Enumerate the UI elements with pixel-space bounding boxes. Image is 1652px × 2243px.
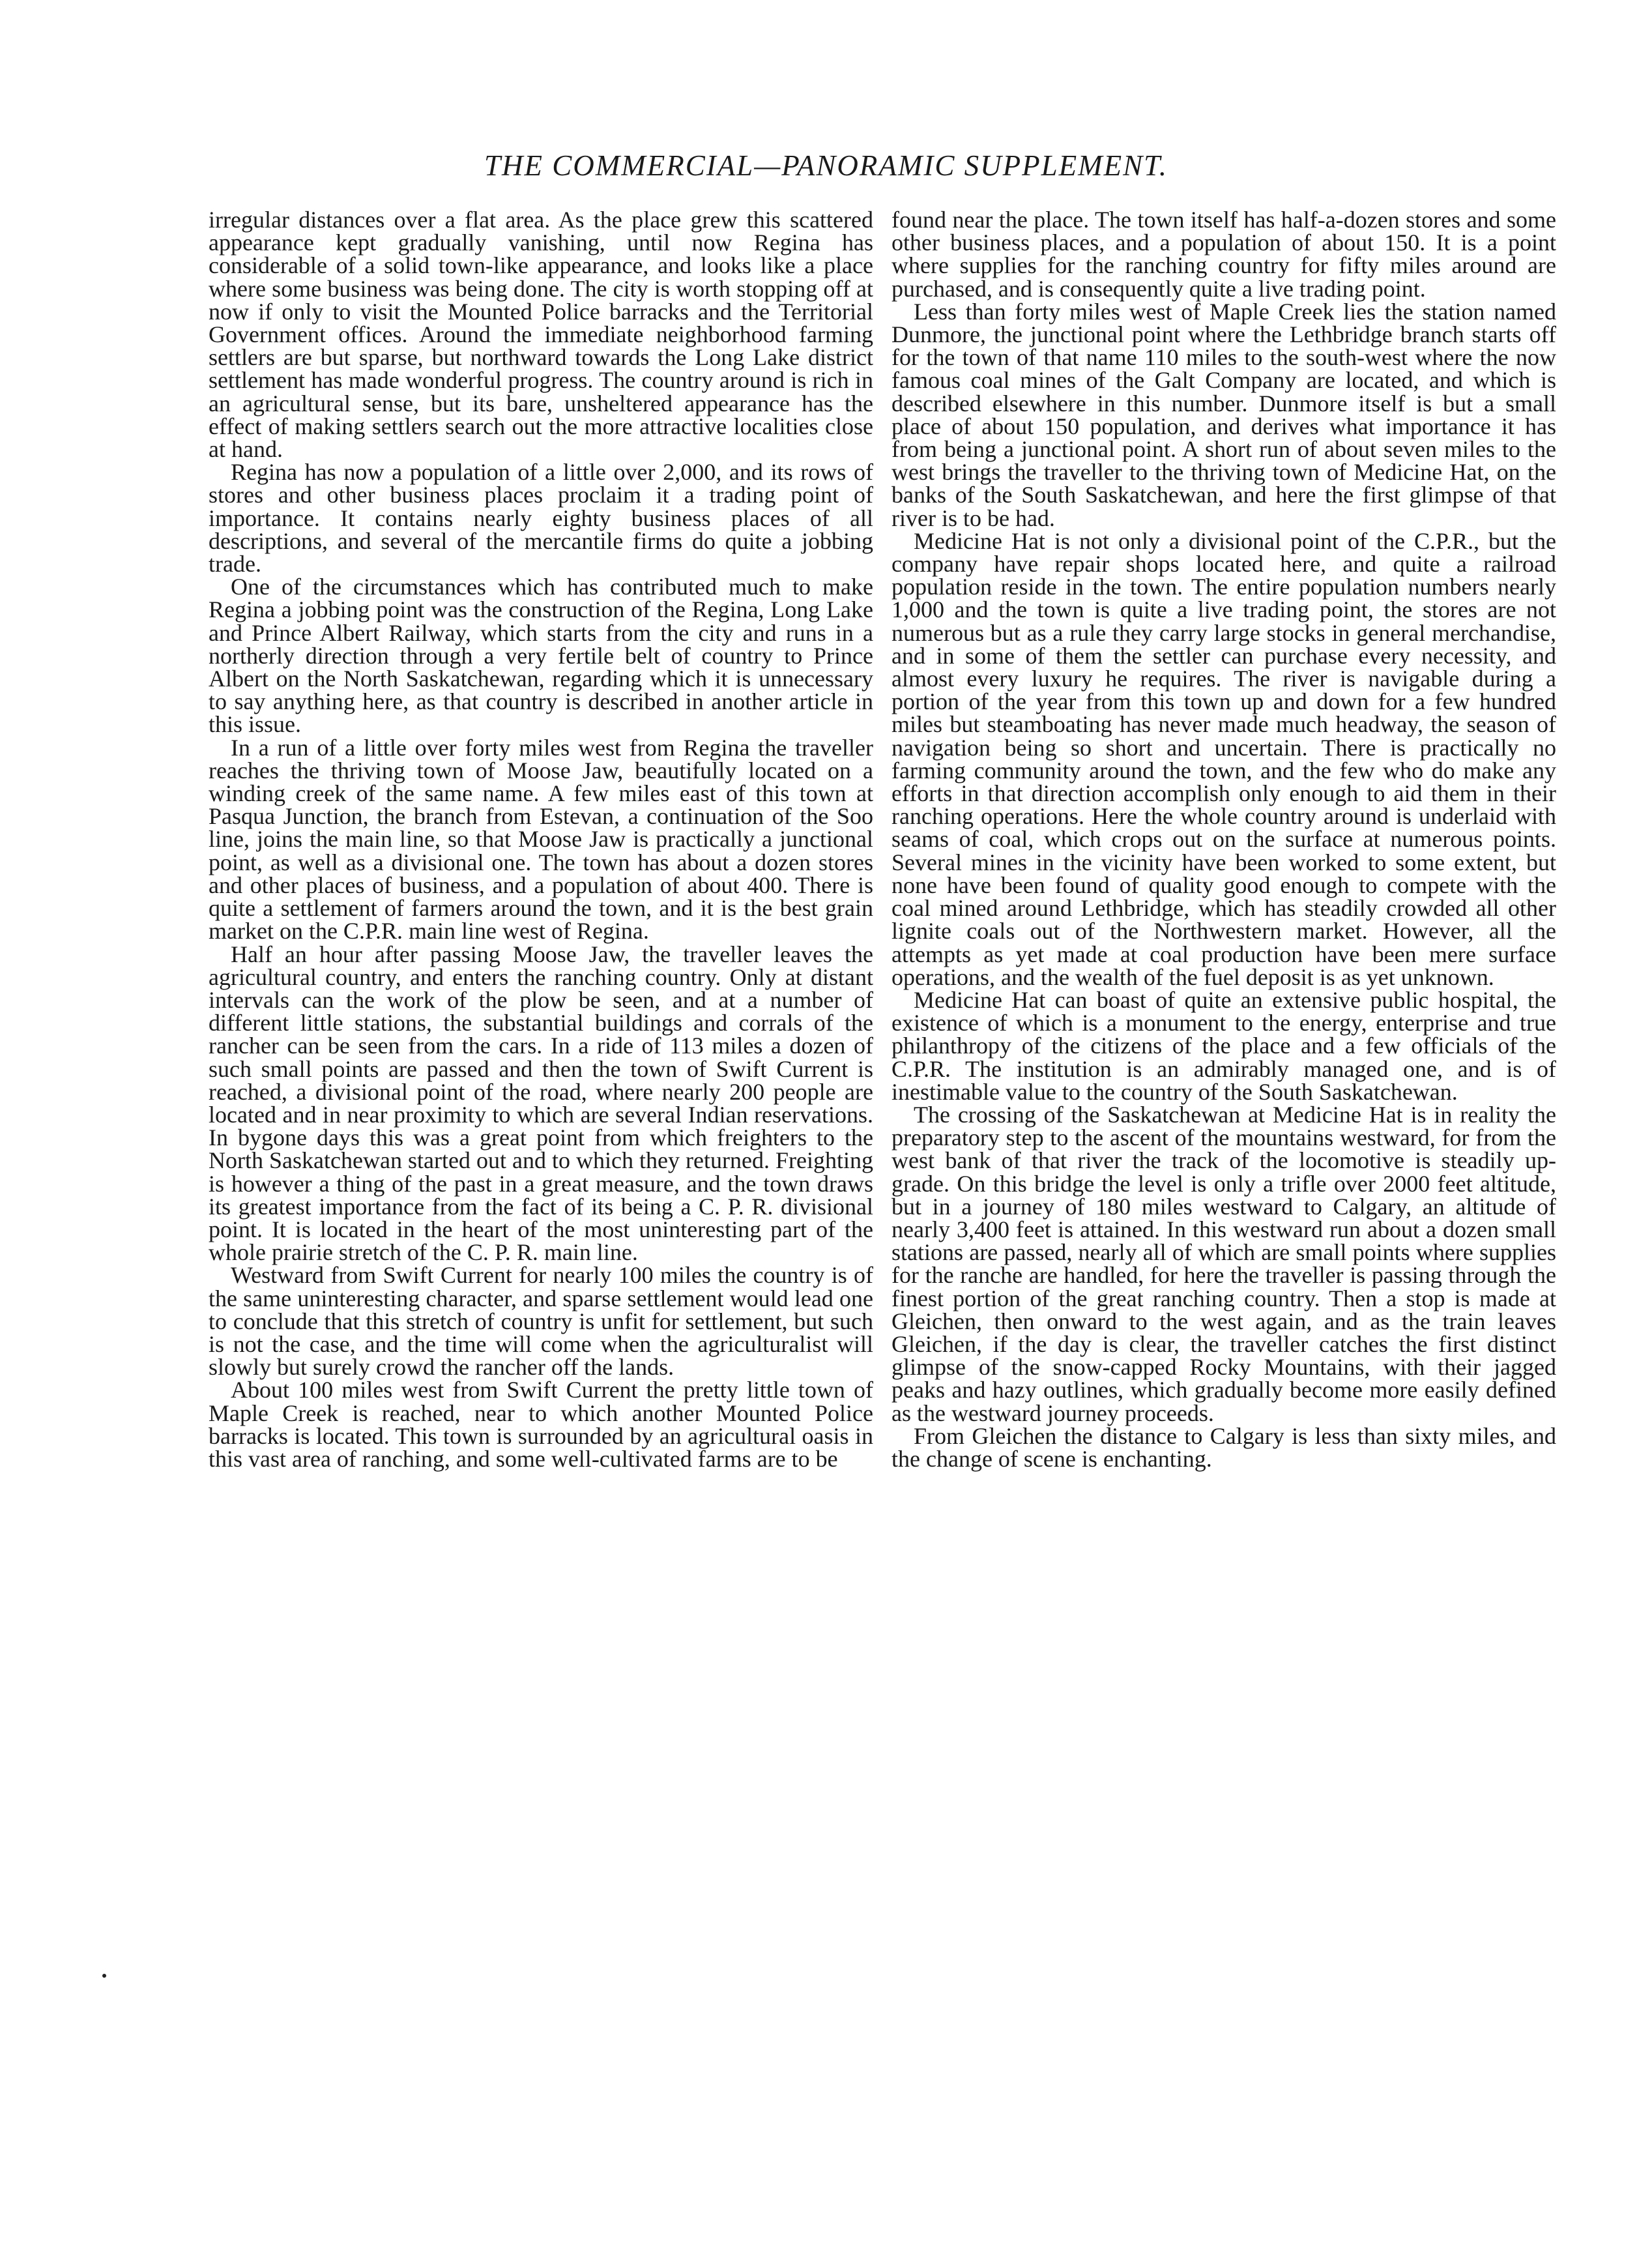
paragraph: The crossing of the Saskatchewan at Medicine Hat is in reality the preparatory step to the ascent of the mountains westward, for from the west bank of that river the track of the locomotive is steadily up-grade. On this bridge the level is only a trifle over 2000 feet altitude, but in a journey of 180 miles westward to Calgary, an altitude of nearly 3,400 feet is attained. In this westward run about a dozen small stations are passed, nearly all of which are small points where supplies for the ranche are handled, for here the traveller is passing through the finest portion of the great ranching country. Then a stop is made at Gleichen, then onward to the west again, and as the train leaves Gleichen, if the day is clear, the traveller catches the first distinct glimpse of the snow-capped Rocky Mountains, with their jagged peaks and hazy outlines, which gradually become more easily defined as the westward journey proceeds. — [891, 1101, 1556, 1426]
running-head: THE COMMERCIAL—PANORAMIC SUPPLEMENT. — [484, 149, 1168, 182]
paragraph: Regina has now a population of a little over 2,000, and its rows of stores and other business places proclaim it a trading point of importance. It contains nearly eighty business places of all descriptions, and several of the mercantile firms do quite a jobbing trade. — [209, 459, 873, 578]
paragraph: One of the circumstances which has contributed much to make Regina a jobbing point was the construction of the Regina, Long Lake and Prince Albert Railway, which starts from the city and runs in a northerly direction through a very fertile belt of country to Prince Albert on the North Saskatchewan, regarding which it is unnecessary to say anything here, as that country is described in another article in this issue. — [209, 574, 873, 738]
ink-speck — [102, 1974, 106, 1978]
right-column — [891, 209, 1556, 1471]
paragraph: Medicine Hat is not only a divisional point of the C.P.R., but the company have repair shops located here, and quite a railroad population reside in the town. The entire population numbers nearly 1,000 and the town is quite a live trading point, the stores are not numerous but as a rule they carry large stocks in general merchandise, and in some of them the settler can purchase every necessity, and almost every luxury he requires. The river is navigable during a portion of the year from this town up and down for a few hundred miles but steamboating has never made much headway, the season of navigation being so short and uncertain. There is practically no farming community around the town, and the few who do make any efforts in that direction accomplish only enough to aid them in their ranching operations. Here the whole country around is underlaid with seams of coal, which crops out on the surface at numerous points. Several mines in the vicinity have been worked to some extent, but none have been found of quality good enough to compete with the coal mined around Lethbridge, which has steadily crowded all other lignite coals out of the Northwestern market. However, all the attempts as yet made at coal production have been mere surface operations, and the wealth of the fuel deposit is as yet unknown. — [891, 527, 1556, 990]
paragraph: Medicine Hat can boast of quite an extensive public hospital, the existence of which is a monument to the energy, enterprise and true philanthropy of the citizens of the place and a few officials of the C.P.R. The institution is an admirably managed one, and is of inestimable value to the country of the South Saskatchewan. — [891, 986, 1556, 1105]
left-column — [209, 209, 873, 1471]
paragraph: About 100 miles west from Swift Current the pretty little town of Maple Creek is reached, near to which another Mounted Police barracks is located. This town is surrounded by an agricultural oasis in this vast area of ranching, and some well-cultivated farms are to be — [209, 1377, 873, 1472]
paragraph: From Gleichen the distance to Calgary is less than sixty miles, and the change of scene is enchanting. — [891, 1422, 1556, 1472]
paragraph: Less than forty miles west of Maple Creek lies the station named Dunmore, the junctional point where the Lethbridge branch starts off for the town of that name 110 miles to the south-west where the now famous coal mines of the Galt Company are located, and which is described elsewhere in this number. Dunmore itself is but a small place of about 150 population, and derives what importance it has from being a junctional point. A short run of about seven miles to the west brings the traveller to the thriving town of Medicine Hat, on the banks of the South Saskatchewan, and here the first glimpse of that river is to be had. — [891, 298, 1556, 531]
paragraph: Half an hour after passing Moose Jaw, the traveller leaves the agricultural country, and enters the ranching country. Only at distant intervals can the work of the plow be seen, and at a number of different little stations, the substantial buildings and corrals of the rancher can be seen from the cars. In a ride of 113 miles a dozen of such small points are passed and then the town of Swift Current is reached, a divisional point of the road, where nearly 200 people are located and in near proximity to which are several Indian reservations. In bygone days this was a great point from which freighters to the North Saskatchewan started out and to which they returned. Freighting is however a thing of the past in a great measure, and the town draws its greatest importance from the fact of its being a C. P. R. divisional point. It is located in the heart of the most uninteresting part of the whole prairie stretch of the C. P. R. main line. — [209, 941, 873, 1266]
paragraph: Westward from Swift Current for nearly 100 miles the country is of the same uninteresting character, and sparse settlement would lead one to conclude that this stretch of country is unfit for settlement, but such is not the case, and the time will come when the agriculturalist will slowly but surely crowd the rancher off the lands. — [209, 1262, 873, 1381]
paragraph: In a run of a little over forty miles west from Regina the traveller reaches the thriving town of Moose Jaw, beautifully located on a winding creek of the same name. A few miles east of this town at Pasqua Junction, the branch from Estevan, a continuation of the Soo line, joins the main line, so that Moose Jaw is practically a junctional point, as well as a divisional one. The town has about a dozen stores and other places of business, and a population of about 400. There is quite a settlement of farmers around the town, and it is the best grain market on the C.P.R. main line west of Regina. — [209, 734, 873, 945]
paragraph: found near the place. The town itself has half-a-dozen stores and some other business places, and a population of about 150. It is a point where supplies for the ranching country for fifty miles around are purchased, and is consequently quite a live trading point. — [891, 207, 1556, 302]
paragraph: irregular distances over a flat area. As the place grew this scattered appearance kept gradually vanishing, until now Regina has considerable of a solid town-like appearance, and looks like a place where some business was being done. The city is worth stopping off at now if only to visit the Mounted Police barracks and the Territorial Government offices. Around the immediate neighborhood farming settlers are but sparse, but northward towards the Long Lake district settlement has made wonderful progress. The country around is rich in an agricultural sense, but its bare, unsheltered appearance has the effect of making settlers search out the more attractive localities close at hand. — [209, 207, 873, 463]
